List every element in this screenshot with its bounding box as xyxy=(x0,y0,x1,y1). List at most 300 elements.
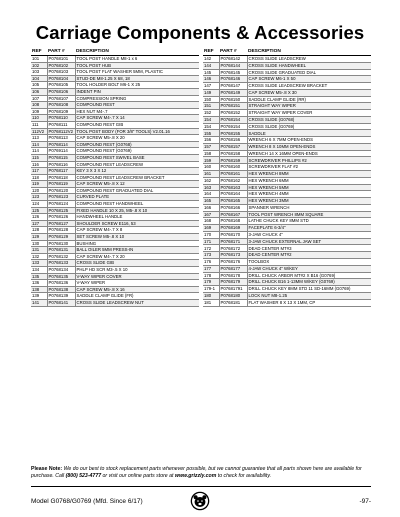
cell-ref: 179-1 xyxy=(203,286,219,293)
cell-description: COMPOUND REST SWIVEL BASE xyxy=(75,154,199,161)
cell-ref: 132 xyxy=(31,253,47,260)
cell-part-number: P0768107 xyxy=(47,95,75,102)
cell-description: HEX WRENCH 3MM xyxy=(247,198,371,205)
cell-description: SADDLE CLAMP GLIDE (RR) xyxy=(247,96,371,103)
cell-ref: 131 xyxy=(31,247,47,254)
table-row xyxy=(31,260,199,267)
cell-ref: 114 xyxy=(31,141,47,148)
footer-model: Model G0768/G0769 (Mfd. Since 6/17) xyxy=(31,498,143,505)
cell-part-number: P0768144 xyxy=(219,62,247,69)
table-row xyxy=(203,116,371,123)
cell-part-number: P0768163 xyxy=(219,184,247,191)
cell-part-number: P0768134 xyxy=(47,267,75,274)
cell-part-number: P0768101 xyxy=(47,56,75,63)
header-description: DESCRIPTION xyxy=(75,48,199,56)
table-row xyxy=(203,164,371,171)
cell-part-number: P0768132 xyxy=(47,253,75,260)
table-row xyxy=(203,299,371,306)
table-row xyxy=(203,150,371,157)
cell-part-number: P0768113 xyxy=(47,135,75,142)
cell-ref: 139 xyxy=(31,293,47,300)
footer-divider xyxy=(31,486,371,487)
cell-part-number: P0768109 xyxy=(47,108,75,115)
cell-description: TOOL POST HUB xyxy=(75,62,199,69)
cell-ref: 128 xyxy=(31,227,47,234)
cell-description: COMPOUND REST (G0768) xyxy=(75,141,199,148)
table-row xyxy=(203,130,371,137)
table-row xyxy=(203,258,371,265)
cell-ref: 108 xyxy=(31,102,47,109)
cell-part-number: P0768142 xyxy=(219,56,247,63)
table-row xyxy=(203,62,371,69)
cell-description: SADDLE xyxy=(247,130,371,137)
cell-description: INDENT PIN xyxy=(75,88,199,95)
cell-part-number: P0768176 xyxy=(219,258,247,265)
table-row xyxy=(203,225,371,232)
cell-ref: 110 xyxy=(31,115,47,122)
cell-ref: 177 xyxy=(203,265,219,272)
grizzly-bear-logo-icon xyxy=(190,491,210,511)
cell-description: DRILL CHUCK ARBOR MT#2 X B16 (G0769) xyxy=(247,272,371,279)
cell-part-number: P0768123 xyxy=(47,194,75,201)
cell-description: CAP SCREW M6-1 X 50 xyxy=(247,76,371,83)
cell-ref: 135 xyxy=(31,273,47,280)
cell-description: COMPOUND REST LEADSCREW xyxy=(75,161,199,168)
cell-ref: 120 xyxy=(31,187,47,194)
cell-description: HEX WRENCH 4MM xyxy=(247,191,371,198)
cell-ref: 157 xyxy=(203,143,219,150)
cell-description: TOOL POST BODY (FOR 3/8" TOOLS) V2.01.16 xyxy=(75,128,199,135)
table-row xyxy=(203,286,371,293)
cell-ref: 129 xyxy=(31,234,47,241)
cell-ref: 142 xyxy=(203,56,219,63)
cell-ref: 170 xyxy=(203,231,219,238)
cell-part-number: P0768126 xyxy=(47,214,75,221)
cell-description: COMPOUND REST (G0769) xyxy=(75,148,199,155)
table-row xyxy=(203,123,371,130)
cell-ref: 136 xyxy=(31,280,47,287)
table-row xyxy=(31,108,199,115)
table-row xyxy=(31,253,199,260)
cell-part-number: P0768116 xyxy=(47,161,75,168)
cell-ref: 154 xyxy=(203,116,219,123)
cell-description: SPANNER WRENCH xyxy=(247,204,371,211)
cell-part-number: P0768177 xyxy=(219,265,247,272)
table-row xyxy=(203,211,371,218)
table-row xyxy=(203,83,371,90)
table-row xyxy=(31,148,199,155)
cell-description: CAP SCREW M5-.8 X 16 xyxy=(75,286,199,293)
cell-ref: 113 xyxy=(31,135,47,142)
cell-description: CROSS SLIDE GRADUATED DIAL xyxy=(247,69,371,76)
cell-ref: 119 xyxy=(31,181,47,188)
table-row xyxy=(203,252,371,259)
cell-part-number: P0768152 xyxy=(219,110,247,117)
cell-description: HEX WRENCH 5MM xyxy=(247,184,371,191)
cell-part-number: P0768172 xyxy=(219,245,247,252)
cell-ref: 138 xyxy=(31,286,47,293)
cell-ref: 145 xyxy=(203,69,219,76)
table-row xyxy=(203,157,371,164)
cell-ref: 114 xyxy=(31,148,47,155)
cell-description: WRENCH 6 X 7MM OPEN-ENDS xyxy=(247,137,371,144)
cell-part-number: P0768147 xyxy=(219,83,247,90)
page-title: Carriage Components & Accessories xyxy=(35,22,365,43)
cell-description: LOCK NUT M8-1.25 xyxy=(247,292,371,299)
cell-part-number: P0768106 xyxy=(47,88,75,95)
cell-description: HEX WRENCH 6MM xyxy=(247,177,371,184)
page-footer xyxy=(0,486,400,516)
table-row xyxy=(31,273,199,280)
cell-ref: 167 xyxy=(203,211,219,218)
cell-description: TOOLBOX xyxy=(247,258,371,265)
cell-description: COMPOUND REST xyxy=(75,102,199,109)
table-row xyxy=(31,154,199,161)
cell-ref: 152 xyxy=(203,110,219,117)
parts-table-right xyxy=(203,48,371,307)
header-part: PART # xyxy=(219,48,247,56)
cell-part-number: P0768178 xyxy=(219,272,247,279)
cell-description: STRAIGHT WAY WIPER COVER xyxy=(247,110,371,117)
cell-part-number: P0768133 xyxy=(47,260,75,267)
cell-part-number: P0768161 xyxy=(219,171,247,178)
table-row xyxy=(31,161,199,168)
cell-description: 3-JAW CHUCK EXTERNAL JAW SET xyxy=(247,238,371,245)
cell-part-number: P0768167 xyxy=(219,211,247,218)
cell-description: COMPOUND REST LEADSCREW BRACKET xyxy=(75,174,199,181)
cell-part-number: P0768181 xyxy=(219,299,247,306)
cell-description: BALL OILER 5MM PRESS-IN xyxy=(75,247,199,254)
cell-description: CROSS SLIDE LEADSCREW NUT xyxy=(75,299,199,306)
cell-description: DEAD CENTER MT#3 xyxy=(247,245,371,252)
table-row xyxy=(203,103,371,110)
table-row xyxy=(203,191,371,198)
cell-description: COMPRESSION SPRING xyxy=(75,95,199,102)
table-row xyxy=(31,168,199,175)
note-website-link[interactable]: www.grizzly.com xyxy=(174,473,217,479)
cell-part-number: P0768125 xyxy=(47,207,75,214)
cell-part-number: P0768179 xyxy=(219,279,247,286)
cell-description: TOOL HOLDER BOLT M6-1 X 25 xyxy=(75,82,199,89)
table-row xyxy=(31,141,199,148)
cell-description: DEAD CENTER MT#2 xyxy=(247,252,371,259)
cell-part-number: P0768102 xyxy=(47,62,75,69)
table-row xyxy=(31,56,199,63)
cell-part-number: P0768112V2 xyxy=(48,128,74,134)
cell-ref: 150 xyxy=(203,96,219,103)
table-row xyxy=(31,187,199,194)
parts-table-left-body xyxy=(31,56,199,307)
cell-description: CAP SCREW M5-.8 X 12 xyxy=(75,181,199,188)
cell-part-number: P0768150 xyxy=(219,96,247,103)
cell-description: DRILL CHUCK KEY 8MM STD 11 SD-16MM (G0769) xyxy=(247,286,371,293)
cell-description: COMPOUND REST GIB xyxy=(75,121,199,128)
table-row xyxy=(203,96,371,103)
cell-ref: 178 xyxy=(203,272,219,279)
cell-description: CAP SCREW M4-.7 X 14 xyxy=(75,115,199,122)
cell-ref: 109 xyxy=(31,108,47,115)
cell-ref: 169 xyxy=(203,225,219,232)
cell-description: V-WAY WIPER xyxy=(75,280,199,287)
table-row xyxy=(31,194,199,201)
cell-ref: 103 xyxy=(31,69,47,76)
cell-part-number: P0768128 xyxy=(47,227,75,234)
cell-part-number: P0768173 xyxy=(219,252,247,259)
cell-description: CAP SCREW M5-.8 X 30 xyxy=(247,89,371,96)
page-number: -97- xyxy=(359,498,371,505)
table-row xyxy=(203,110,371,117)
cell-part-number: P0768104 xyxy=(47,75,75,82)
cell-ref: 141 xyxy=(31,299,47,306)
table-row xyxy=(203,245,371,252)
cell-description: HEX WRENCH 8MM xyxy=(247,171,371,178)
table-row xyxy=(31,82,199,89)
table-row xyxy=(203,272,371,279)
table-row xyxy=(203,265,371,272)
cell-ref: 166 xyxy=(203,204,219,211)
cell-part-number: P0768151 xyxy=(219,103,247,110)
cell-description: CAP SCREW M4-.7 X 20 xyxy=(75,253,199,260)
table-row xyxy=(31,181,199,188)
cell-description: HANDWHEEL HANDLE xyxy=(75,214,199,221)
table-row xyxy=(31,207,199,214)
cell-ref: 149 xyxy=(203,89,219,96)
cell-part-number: P0768136 xyxy=(47,280,75,287)
cell-ref: 159 xyxy=(203,157,219,164)
cell-ref: 107 xyxy=(31,95,47,102)
table-row xyxy=(31,267,199,274)
table-row xyxy=(203,69,371,76)
cell-description: TOOL POST WRENCH 8MM SQUARE xyxy=(247,211,371,218)
cell-ref: 158 xyxy=(203,150,219,157)
cell-ref: 106 xyxy=(31,88,47,95)
cell-description: CROSS SLIDE GIB xyxy=(75,260,199,267)
table-row xyxy=(203,238,371,245)
cell-ref: 124 xyxy=(31,201,47,208)
cell-ref: 163 xyxy=(203,184,219,191)
cell-part-number: P0768108 xyxy=(47,102,75,109)
cell-ref: 176 xyxy=(203,258,219,265)
note-line-2-pre: are available for purchase. Call xyxy=(31,466,362,479)
table-header-row xyxy=(203,48,371,56)
cell-part-number: P0768120 xyxy=(47,187,75,194)
cell-description: STRAIGHT WAY WIPER xyxy=(247,103,371,110)
table-row xyxy=(31,62,199,69)
cell-description: V-WAY WIPER COVER xyxy=(75,273,199,280)
cell-ref: 144 xyxy=(203,62,219,69)
cell-description: DRILL CHUCK B16 1-13MM W/KEY (G0769) xyxy=(247,279,371,286)
cell-description: KEY 3 X 3 X 12 xyxy=(75,168,199,175)
cell-part-number: P0768164 xyxy=(219,191,247,198)
cell-part-number: P0768117 xyxy=(47,168,75,175)
parts-table-right-body xyxy=(203,56,371,307)
table-row xyxy=(31,75,199,82)
cell-ref: 179 xyxy=(203,279,219,286)
cell-description: HEX NUT M4-.7 xyxy=(75,108,199,115)
cell-description: WRENCH 14 X 16MM OPEN-ENDS xyxy=(247,150,371,157)
header-part: PART # xyxy=(47,48,75,56)
cell-ref: 172 xyxy=(203,245,219,252)
cell-ref: 146 xyxy=(203,76,219,83)
cell-part-number: P0768165 xyxy=(219,198,247,205)
cell-ref: 118 xyxy=(31,174,47,181)
cell-ref: 102 xyxy=(31,62,47,69)
cell-ref: 115 xyxy=(31,154,47,161)
cell-part-number: P0768155 xyxy=(219,130,247,137)
cell-part-number: P0768127 xyxy=(47,220,75,227)
cell-description: CAP SCREW M5-.8 X 20 xyxy=(75,135,199,142)
cell-part-number: P0768149 xyxy=(219,89,247,96)
cell-description: SADDLE CLAMP GLIDE (FR) xyxy=(75,293,199,300)
cell-ref: 164 xyxy=(203,191,219,198)
note-line-1: We do our best to stock replacement parts whenever possible, but we cannot guarantee that all parts shown here xyxy=(63,466,324,472)
cell-description: SET SCREW M5-.8 X 10 xyxy=(75,234,199,241)
cell-part-number: P0768157 xyxy=(219,143,247,150)
cell-part-number: P0768171 xyxy=(219,238,247,245)
header-ref: REF xyxy=(31,48,47,56)
cell-description: CROSS SLIDE LEADSCREW xyxy=(247,56,371,63)
table-row xyxy=(31,201,199,208)
table-row xyxy=(31,247,199,254)
table-row xyxy=(31,214,199,221)
table-row xyxy=(31,95,199,102)
cell-ref: 123 xyxy=(31,194,47,201)
table-header-row xyxy=(31,48,199,56)
table-row xyxy=(203,231,371,238)
cell-part-number: P0768154 xyxy=(219,116,247,123)
cell-ref: 130 xyxy=(31,240,47,247)
cell-part-number: P0768118 xyxy=(47,174,75,181)
header-ref: REF xyxy=(203,48,219,56)
cell-description: 4-JAW CHUCK 4" W/KEY xyxy=(247,265,371,272)
cell-part-number: P0768130 xyxy=(47,240,75,247)
cell-part-number: P0769114 xyxy=(47,148,75,155)
cell-ref: 173 xyxy=(203,252,219,259)
cell-ref: 101 xyxy=(31,56,47,63)
table-row xyxy=(31,102,199,109)
cell-ref: 127 xyxy=(31,220,47,227)
table-row xyxy=(31,299,199,306)
cell-ref: 125 xyxy=(31,207,47,214)
cell-part-number: P0768159 xyxy=(219,157,247,164)
cell-ref: 168 xyxy=(203,218,219,225)
cell-ref: 104 xyxy=(31,75,47,82)
cell-ref: 154 xyxy=(203,123,219,130)
cell-part-number: P0768139 xyxy=(47,293,75,300)
header-description: DESCRIPTION xyxy=(247,48,371,56)
cell-ref: 126 xyxy=(31,214,47,221)
cell-part-number: P0768180 xyxy=(219,292,247,299)
cell-ref: 105 xyxy=(31,82,47,89)
cell-description: CROSS SLIDE HANDWHEEL xyxy=(247,62,371,69)
table-row xyxy=(203,171,371,178)
cell-part-number: P0768129 xyxy=(47,234,75,241)
cell-ref: 116 xyxy=(31,161,47,168)
cell-description: BUSHING xyxy=(75,240,199,247)
note-phone: (800) 523-4777 xyxy=(65,473,102,479)
cell-description: CURVED PLATE xyxy=(75,194,199,201)
cell-part-number: P0768145 xyxy=(219,69,247,76)
cell-description: 3-JAW CHUCK 4" xyxy=(247,231,371,238)
cell-description: FLAT WASHER 8 X 13 X 1MM, CP xyxy=(247,299,371,306)
table-row xyxy=(31,220,199,227)
cell-part-number: P0768162 xyxy=(219,177,247,184)
cell-part-number: P0768169 xyxy=(219,225,247,232)
table-row xyxy=(31,293,199,300)
cell-part-number: P0768119 xyxy=(47,181,75,188)
cell-description: PHLP HD SCR M3-.5 X 10 xyxy=(75,267,199,274)
table-row xyxy=(31,121,199,128)
cell-part-number: P0768105 xyxy=(47,82,75,89)
table-row xyxy=(31,128,199,135)
cell-ref: 181 xyxy=(203,299,219,306)
table-row xyxy=(31,234,199,241)
cell-description: TOOL POST HANDLE M8-1 x 6 xyxy=(75,56,199,63)
cell-description: SCREWDRIVER PHILLIPS #2 xyxy=(247,157,371,164)
cell-ref: 111 xyxy=(31,121,47,128)
table-row xyxy=(31,174,199,181)
cell-ref: 155 xyxy=(203,130,219,137)
cell-part-number: P0768115 xyxy=(47,154,75,161)
cell-description: STUD-DE M8-1.25 X 68, 18 xyxy=(75,75,199,82)
cell-description: CROSS SLIDE (G0768) xyxy=(247,116,371,123)
cell-ref: 112V2 xyxy=(31,128,47,135)
table-row xyxy=(31,286,199,293)
cell-part-number: P0768110 xyxy=(47,115,75,122)
cell-part-number: P0768138 xyxy=(47,286,75,293)
cell-description: WRENCH 8 X 10MM OPEN-ENDS xyxy=(247,143,371,150)
table-row xyxy=(31,135,199,142)
cell-part-number: P0768141 xyxy=(47,299,75,306)
parts-table-left xyxy=(31,48,199,307)
cell-ref: 180 xyxy=(203,292,219,299)
table-row xyxy=(203,292,371,299)
table-row xyxy=(203,177,371,184)
cell-description: CROSS SLIDE (G0769) xyxy=(247,123,371,130)
cell-part-number: P0768156 xyxy=(219,137,247,144)
cell-description: FACEPLATE 6-3/4" xyxy=(247,225,371,232)
cell-part-number: P0768146 xyxy=(219,76,247,83)
cell-ref: 160 xyxy=(203,164,219,171)
note-label: Please Note: xyxy=(31,466,63,472)
cell-part-number: P0768166 xyxy=(219,204,247,211)
table-row xyxy=(31,227,199,234)
note-line-2-post: to check for availability. xyxy=(216,473,272,479)
cell-part-number: P0768103 xyxy=(47,69,75,76)
table-row xyxy=(203,184,371,191)
cell-ref: 133 xyxy=(31,260,47,267)
cell-part-number: P0768168 xyxy=(219,218,247,225)
cell-ref: 147 xyxy=(203,83,219,90)
cell-part-number: P07681791 xyxy=(219,286,247,293)
table-row xyxy=(31,88,199,95)
parts-tables xyxy=(31,48,371,307)
cell-part-number: P0768111 xyxy=(47,121,75,128)
cell-part-number: P0769154 xyxy=(219,123,247,130)
cell-description: LATHE CHUCK KEY 8MM STD xyxy=(247,218,371,225)
availability-note xyxy=(31,466,371,480)
table-row xyxy=(203,218,371,225)
cell-ref: 156 xyxy=(203,137,219,144)
note-line-2-mid: or visit our online parts store at xyxy=(101,473,175,479)
table-row xyxy=(203,89,371,96)
table-row xyxy=(203,198,371,205)
cell-part-number: P0768160 xyxy=(219,164,247,171)
cell-description: CAP SCREW M4-.7 X 8 xyxy=(75,227,199,234)
table-row xyxy=(31,240,199,247)
cell-description: COMPOUND REST GRADUATED DIAL xyxy=(75,187,199,194)
table-row xyxy=(203,143,371,150)
